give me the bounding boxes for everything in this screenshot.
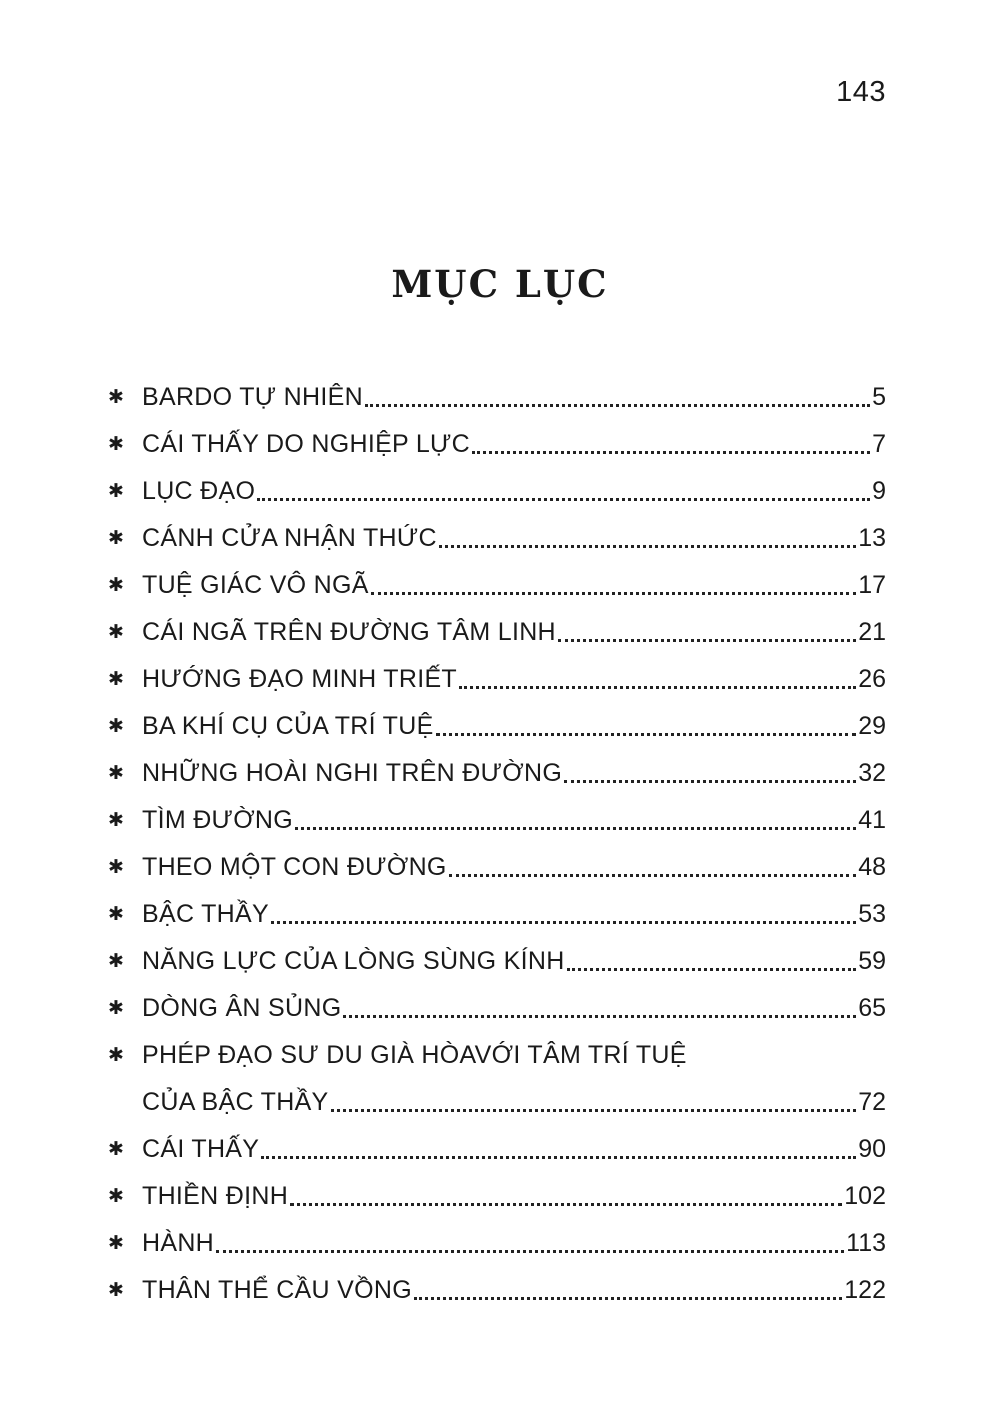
- toc-entry[interactable]: [108, 844, 886, 891]
- toc-entry-page: 26: [858, 665, 886, 693]
- dot-leader: [295, 826, 856, 830]
- toc-entry[interactable]: [108, 656, 886, 703]
- toc-entry[interactable]: [108, 609, 886, 656]
- dot-leader: [472, 450, 870, 454]
- toc-entry-title: NHỮNG HOÀI NGHI TRÊN ĐƯỜNG: [142, 759, 563, 787]
- toc-entry-title: PHÉP ĐẠO SƯ DU GIÀ HÒAVỚI TÂM TRÍ TUỆ: [142, 1041, 687, 1069]
- table-of-contents: [108, 374, 886, 1314]
- dot-leader: [414, 1296, 842, 1300]
- dot-leader: [331, 1108, 857, 1112]
- dot-leader: [261, 1155, 856, 1159]
- dot-leader: [567, 967, 857, 971]
- page-number: 143: [836, 76, 886, 108]
- toc-entry-page: 102: [844, 1182, 886, 1210]
- toc-entry-page: 5: [872, 383, 886, 411]
- dot-leader: [290, 1202, 842, 1206]
- asterisk-icon: ✱: [108, 1138, 124, 1160]
- toc-entry-title: TUỆ GIÁC VÔ NGÃ: [142, 571, 369, 599]
- asterisk-icon: ✱: [108, 668, 124, 690]
- toc-entry-page: 59: [858, 947, 886, 975]
- asterisk-icon: ✱: [108, 903, 124, 925]
- toc-entry[interactable]: [108, 703, 886, 750]
- asterisk-icon: ✱: [108, 574, 124, 596]
- dot-leader: [436, 732, 857, 736]
- toc-entry[interactable]: [108, 891, 886, 938]
- asterisk-icon: ✱: [108, 621, 124, 643]
- toc-entry[interactable]: [108, 938, 886, 985]
- toc-entry-title: CÁI THẤY: [142, 1135, 260, 1163]
- asterisk-icon: ✱: [108, 715, 124, 737]
- toc-entry[interactable]: [108, 562, 886, 609]
- toc-entry-title: THÂN THỂ CẦU VỒNG: [142, 1276, 412, 1304]
- dot-leader: [558, 638, 856, 642]
- asterisk-icon: ✱: [108, 527, 124, 549]
- asterisk-icon: ✱: [108, 386, 124, 408]
- toc-entry-title: CÁI THẤY DO NGHIỆP LỰC: [142, 430, 471, 458]
- asterisk-icon: ✱: [108, 997, 124, 1019]
- toc-entry[interactable]: [108, 1032, 886, 1126]
- dot-leader: [449, 873, 857, 877]
- toc-entry-title: THEO MỘT CON ĐƯỜNG: [142, 853, 447, 881]
- toc-entry-page: 113: [846, 1229, 886, 1257]
- toc-entry[interactable]: [108, 421, 886, 468]
- asterisk-icon: ✱: [108, 433, 124, 455]
- dot-leader: [564, 779, 856, 783]
- dot-leader: [343, 1014, 856, 1018]
- toc-entry[interactable]: [108, 374, 886, 421]
- toc-entry-title: BARDO TỰ NHIÊN: [142, 383, 363, 411]
- toc-entry-page: 29: [858, 712, 886, 740]
- toc-entry[interactable]: [108, 1267, 886, 1314]
- toc-entry-page: 13: [858, 524, 886, 552]
- toc-entry[interactable]: [108, 1173, 886, 1220]
- toc-entry-title: HÀNH: [142, 1229, 215, 1257]
- dot-leader: [439, 544, 856, 548]
- toc-entry-title: DÒNG ÂN SỦNG: [142, 994, 342, 1022]
- toc-entry-page: 53: [858, 900, 886, 928]
- toc-entry-title: HƯỚNG ĐẠO MINH TRIẾT: [142, 665, 457, 693]
- dot-leader: [365, 403, 870, 407]
- asterisk-icon: ✱: [108, 856, 124, 878]
- toc-entry-page: 65: [858, 994, 886, 1022]
- toc-entry-title: BA KHÍ CỤ CỦA TRÍ TUỆ: [142, 712, 434, 740]
- dot-leader: [459, 685, 856, 689]
- toc-entry[interactable]: [108, 468, 886, 515]
- toc-entry-page: 48: [858, 853, 886, 881]
- asterisk-icon: ✱: [108, 1185, 124, 1207]
- toc-entry-page: 90: [858, 1135, 886, 1163]
- dot-leader: [271, 920, 856, 924]
- asterisk-icon: ✱: [108, 1044, 124, 1066]
- toc-entry-title: NĂNG LỰC CỦA LÒNG SÙNG KÍNH: [142, 947, 565, 975]
- dot-leader: [257, 497, 870, 501]
- dot-leader: [371, 591, 856, 595]
- toc-entry-title: BẬC THẦY: [142, 900, 269, 928]
- page-title: MỤC LỤC: [391, 262, 609, 306]
- toc-entry-title: CÁNH CỬA NHẬN THỨC: [142, 524, 437, 552]
- asterisk-icon: ✱: [108, 1279, 124, 1301]
- asterisk-icon: ✱: [108, 480, 124, 502]
- toc-entry-page: 7: [872, 430, 886, 458]
- toc-entry[interactable]: [108, 1126, 886, 1173]
- toc-entry-page: 9: [872, 477, 886, 505]
- toc-entry-title: TÌM ĐƯỜNG: [142, 806, 294, 834]
- toc-entry-page: 122: [844, 1276, 886, 1304]
- toc-entry-title: CÁI NGÃ TRÊN ĐƯỜNG TÂM LINH: [142, 618, 556, 646]
- toc-entry[interactable]: [108, 797, 886, 844]
- toc-entry-title: THIỀN ĐỊNH: [142, 1182, 289, 1210]
- toc-entry-page: 21: [858, 618, 886, 646]
- asterisk-icon: ✱: [108, 950, 124, 972]
- dot-leader: [216, 1249, 844, 1253]
- toc-entry[interactable]: [108, 750, 886, 797]
- toc-entry-title: CỦA BẬC THẦY: [142, 1088, 329, 1116]
- toc-entry-title: LỤC ĐẠO: [142, 477, 256, 505]
- asterisk-icon: ✱: [108, 1232, 124, 1254]
- toc-entry-page: 17: [858, 571, 886, 599]
- toc-entry[interactable]: [108, 985, 886, 1032]
- toc-entry-page: 72: [858, 1088, 886, 1116]
- asterisk-icon: ✱: [108, 762, 124, 784]
- toc-entry[interactable]: [108, 515, 886, 562]
- toc-entry-page: 41: [858, 806, 886, 834]
- toc-entry[interactable]: [108, 1220, 886, 1267]
- toc-entry-page: 32: [858, 759, 886, 787]
- asterisk-icon: ✱: [108, 809, 124, 831]
